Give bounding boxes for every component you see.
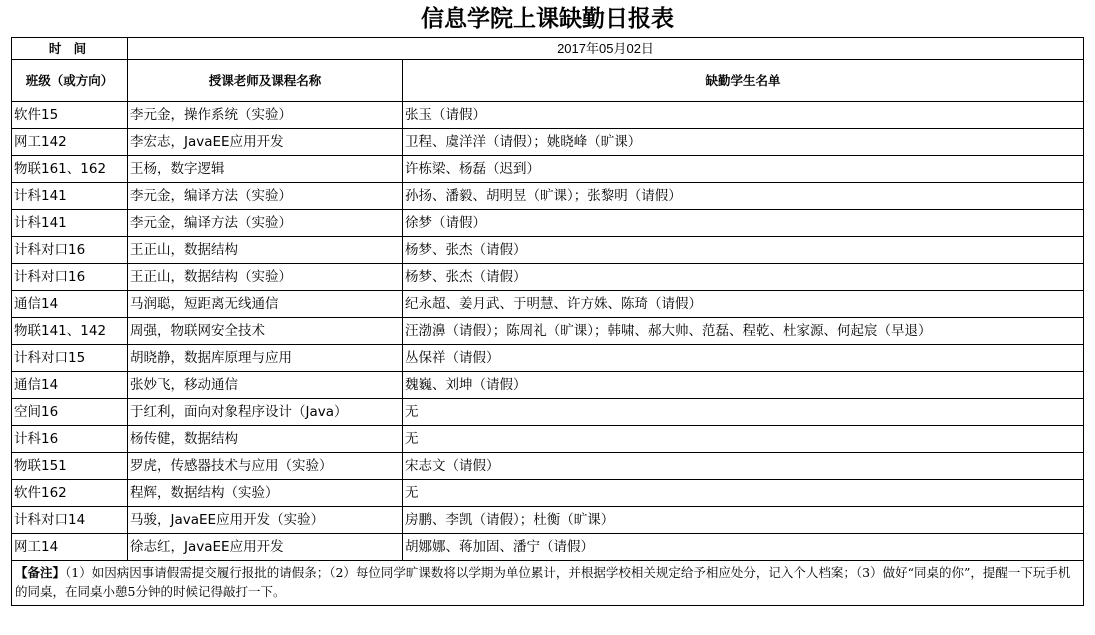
- teacher-course-cell: 李宏志，JavaEE应用开发: [128, 129, 403, 156]
- table-row: [12, 399, 1084, 426]
- table-row: [12, 426, 1084, 453]
- table-row: [12, 453, 1084, 480]
- teacher-course-cell: 王正山，数据结构（实验）: [128, 264, 403, 291]
- table-row: [12, 480, 1084, 507]
- absent-students-cell: 卫程、虞洋洋（请假）；姚晓峰（旷课）: [403, 129, 1084, 156]
- table-row: [12, 345, 1084, 372]
- class-cell: 计科对口15: [12, 345, 128, 372]
- absent-students-cell: 胡娜娜、蒋加固、潘宁（请假）: [403, 534, 1084, 561]
- class-cell: 网工14: [12, 534, 128, 561]
- absent-students-cell: 孙扬、潘毅、胡明昱（旷课）；张黎明（请假）: [403, 183, 1084, 210]
- note-row: [12, 561, 1084, 606]
- table-row: [12, 507, 1084, 534]
- teacher-course-cell: 李元金，操作系统（实验）: [128, 102, 403, 129]
- teacher-course-cell: 徐志红，JavaEE应用开发: [128, 534, 403, 561]
- report-date: 2017年05月02日: [128, 38, 1084, 60]
- class-cell: 计科141: [12, 210, 128, 237]
- absent-students-cell: 宋志文（请假）: [403, 453, 1084, 480]
- absent-students-cell: 徐梦（请假）: [403, 210, 1084, 237]
- table-row: [12, 129, 1084, 156]
- table-row: [12, 210, 1084, 237]
- class-cell: 计科16: [12, 426, 128, 453]
- teacher-course-cell: 杨传健，数据结构: [128, 426, 403, 453]
- header-row: [12, 60, 1084, 102]
- absent-students-cell: 张玉（请假）: [403, 102, 1084, 129]
- header-absent-students: 缺勤学生名单: [403, 60, 1084, 102]
- table-row: [12, 534, 1084, 561]
- teacher-course-cell: 王杨，数字逻辑: [128, 156, 403, 183]
- class-cell: 空间16: [12, 399, 128, 426]
- note-cell: [12, 561, 1084, 606]
- teacher-course-cell: 程辉，数据结构（实验）: [128, 480, 403, 507]
- header-teacher-course: 授课老师及课程名称: [128, 60, 403, 102]
- teacher-course-cell: 罗虎，传感器技术与应用（实验）: [128, 453, 403, 480]
- table-row: [12, 102, 1084, 129]
- teacher-course-cell: 李元金，编译方法（实验）: [128, 210, 403, 237]
- absent-students-cell: 房鹏、李凯（请假）；杜衡（旷课）: [403, 507, 1084, 534]
- table-row: [12, 183, 1084, 210]
- table-row: [12, 372, 1084, 399]
- teacher-course-cell: 马润聪，短距离无线通信: [128, 291, 403, 318]
- teacher-course-cell: 张妙飞，移动通信: [128, 372, 403, 399]
- absent-students-cell: 无: [403, 426, 1084, 453]
- class-cell: 软件162: [12, 480, 128, 507]
- teacher-course-cell: 马骏，JavaEE应用开发（实验）: [128, 507, 403, 534]
- class-cell: 物联161、162: [12, 156, 128, 183]
- class-cell: 计科对口14: [12, 507, 128, 534]
- note-label: 【备注】: [15, 565, 66, 580]
- class-cell: 计科对口16: [12, 264, 128, 291]
- absent-students-cell: 无: [403, 480, 1084, 507]
- absence-table: [11, 37, 1084, 606]
- teacher-course-cell: 胡晓静，数据库原理与应用: [128, 345, 403, 372]
- time-label: 时 间: [12, 38, 128, 60]
- class-cell: 通信14: [12, 291, 128, 318]
- class-cell: 物联151: [12, 453, 128, 480]
- absent-students-cell: 无: [403, 399, 1084, 426]
- class-cell: 通信14: [12, 372, 128, 399]
- class-cell: 物联141、142: [12, 318, 128, 345]
- time-row: [12, 38, 1084, 60]
- absent-students-cell: 纪永超、姜月武、于明慧、许方姝、陈琦（请假）: [403, 291, 1084, 318]
- table-row: [12, 318, 1084, 345]
- teacher-course-cell: 周强，物联网安全技术: [128, 318, 403, 345]
- absent-students-cell: 杨梦、张杰（请假）: [403, 264, 1084, 291]
- class-cell: 计科对口16: [12, 237, 128, 264]
- absent-students-cell: 魏巍、刘坤（请假）: [403, 372, 1084, 399]
- table-row: [12, 264, 1084, 291]
- table-row: [12, 156, 1084, 183]
- report-title: 信息学院上课缺勤日报表: [421, 5, 674, 32]
- header-class: 班级（或方向）: [12, 60, 128, 102]
- class-cell: 网工142: [12, 129, 128, 156]
- class-cell: 计科141: [12, 183, 128, 210]
- absent-students-cell: 丛保祥（请假）: [403, 345, 1084, 372]
- table-row: [12, 237, 1084, 264]
- table-row: [12, 291, 1084, 318]
- teacher-course-cell: 于红利，面向对象程序设计（Java）: [128, 399, 403, 426]
- absent-students-cell: 杨梦、张杰（请假）: [403, 237, 1084, 264]
- absent-students-cell: 许栋梁、杨磊（迟到）: [403, 156, 1084, 183]
- note-text: （1）如因病因事请假需提交履行报批的请假条；（2）每位同学旷课数将以学期为单位累计，并根据学校相关规定给予相应处分，记入个人档案；（3）做好“同桌的你”，提醒一下玩手机的同桌，在同桌小憩5分钟的时候记得敲打一下。: [15, 565, 1071, 599]
- absent-students-cell: 汪渤濞（请假）；陈周礼（旷课）；韩啸、郝大帅、范磊、程乾、杜家源、何起宸（早退）: [403, 318, 1084, 345]
- teacher-course-cell: 王正山，数据结构: [128, 237, 403, 264]
- class-cell: 软件15: [12, 102, 128, 129]
- teacher-course-cell: 李元金，编译方法（实验）: [128, 183, 403, 210]
